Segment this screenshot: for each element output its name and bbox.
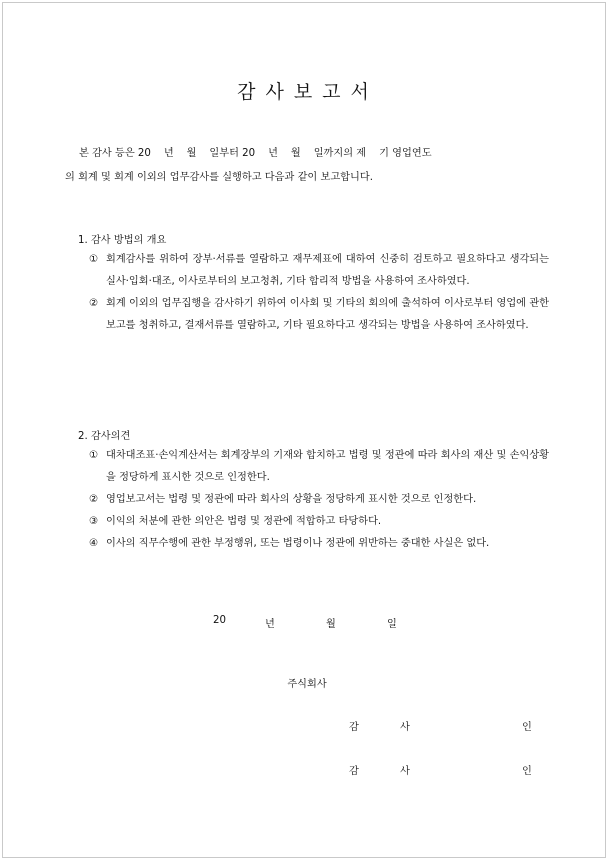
section-2-heading: 2. 감사의견 [78,431,131,442]
item-number: ③ [89,516,99,527]
intro-line-1: 본 감사 등은 20 년 월 일부터 20 년 월 일까지의 제 기 영업연도 [79,148,432,159]
list-item [89,511,549,533]
section-2-list [89,445,549,555]
signature-2-seal: 인 [522,766,532,777]
item-number: ④ [89,538,99,549]
date-month: 월 [326,619,336,630]
list-item [89,533,549,555]
signature-1-title-2: 사 [400,722,410,733]
document-title: 감사보고서 [237,81,379,103]
signature-2-title-2: 사 [400,766,410,777]
item-text: 회계감사를 위하여 장부·서류를 열람하고 재무제표에 대하여 신중히 검토하고 필요하다고 생각되는 실사·입회·대조, 이사로부터의 보고청취, 기타 합리적 방법을 사용하여 조사하였다. [106,254,549,287]
list-item [89,489,549,511]
item-text: 이익의 처분에 관한 의안은 법령 및 정관에 적합하고 타당하다. [106,516,382,527]
item-number: ① [89,450,99,461]
date-day: 일 [387,619,397,630]
item-text: 회계 이외의 업무집행을 감사하기 위하여 이사회 및 기타의 회의에 출석하여 이사로부터 영업에 관한 보고를 청취하고, 결재서류를 열람하고, 기타 필요하다고 생각되는 방법을 사용하여 조사하였다. [106,298,549,331]
company-name: 주식회사 [287,679,327,690]
section-1-list [89,249,549,337]
date-year: 년 [265,619,275,630]
item-number: ② [89,298,99,309]
signature-1-seal: 인 [522,722,532,733]
signature-1-title-1: 감 [349,722,359,733]
signature-2-title-1: 감 [349,766,359,777]
item-number: ① [89,254,99,265]
date-year-prefix: 20 [213,615,226,626]
section-1-heading: 1. 감사 방법의 개요 [78,235,167,246]
item-number: ② [89,494,99,505]
intro-line-2: 의 회계 및 회계 이외의 업무감사를 실행하고 다음과 같이 보고합니다. [65,172,373,183]
list-item [89,249,549,293]
list-item [89,445,549,489]
item-text: 대차대조표·손익계산서는 회계장부의 기재와 합치하고 법령 및 정관에 따라 회사의 재산 및 손익상황을 정당하게 표시한 것으로 인정한다. [106,450,549,483]
document-page [2,2,606,858]
item-text: 이사의 직무수행에 관한 부정행위, 또는 법령이나 정관에 위반하는 중대한 사실은 없다. [106,538,490,549]
item-text: 영업보고서는 법령 및 정관에 따라 회사의 상황을 정당하게 표시한 것으로 인정한다. [106,494,477,505]
list-item [89,293,549,337]
intro-paragraph [65,142,550,190]
